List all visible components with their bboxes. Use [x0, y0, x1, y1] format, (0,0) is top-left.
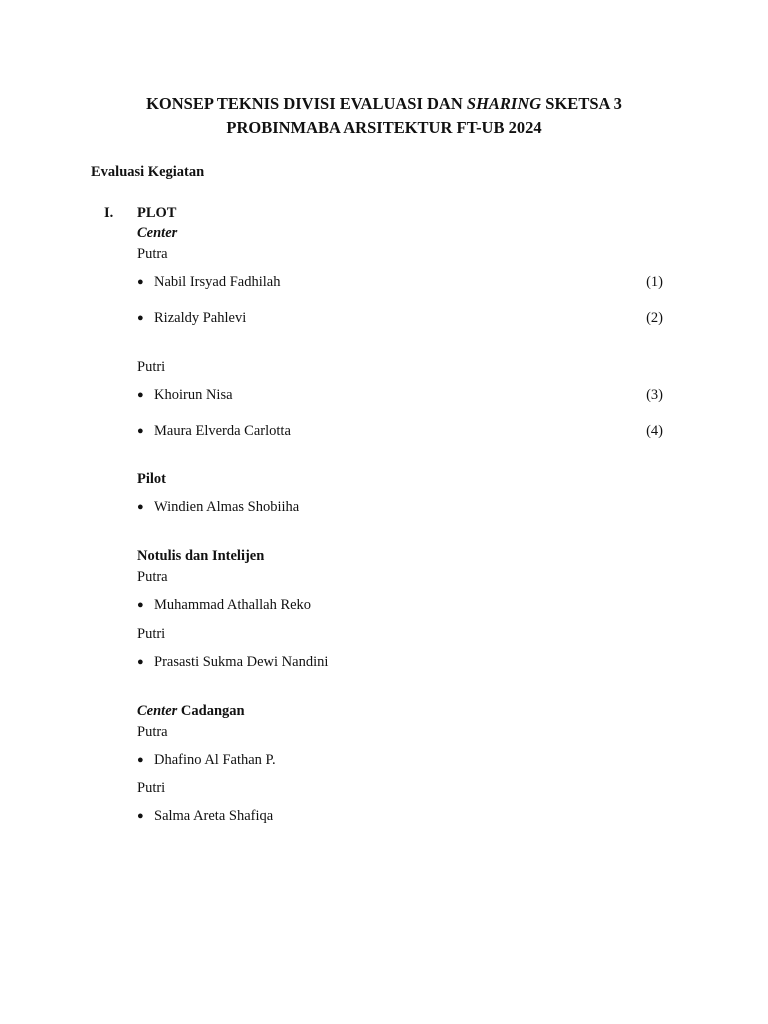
- list-item: ● Khoirun Nisa (3): [137, 387, 663, 403]
- list-item: ● Prasasti Sukma Dewi Nandini: [137, 654, 329, 670]
- section-heading: Evaluasi Kegiatan: [91, 164, 205, 180]
- list-item: ● Salma Areta Shafiqa: [137, 808, 274, 824]
- cadangan-putri-label: Putri: [137, 780, 166, 796]
- cadangan-putra-label: Putra: [137, 724, 168, 740]
- bullet-icon: ●: [137, 389, 144, 401]
- bullet-icon: ●: [137, 656, 144, 668]
- bullet-icon: ●: [137, 425, 144, 437]
- bullet-icon: ●: [137, 276, 144, 288]
- pilot-heading: Pilot: [137, 471, 166, 487]
- center-putra-label: Putra: [137, 246, 168, 262]
- notulis-heading: Notulis dan Intelijen: [137, 548, 265, 564]
- notulis-putri-label: Putri: [137, 626, 166, 642]
- bullet-icon: ●: [137, 312, 144, 324]
- bullet-icon: ●: [137, 754, 144, 766]
- bullet-icon: ●: [137, 599, 144, 611]
- bullet-icon: ●: [137, 810, 144, 822]
- plot-heading: PLOT: [137, 205, 177, 221]
- cadangan-heading: Center Cadangan: [137, 703, 245, 719]
- title-line-2: PROBINMABA ARSITEKTUR FT-UB 2024: [226, 118, 542, 137]
- list-item: ● Muhammad Athallah Reko: [137, 597, 312, 613]
- roman-numeral: I.: [104, 205, 114, 221]
- center-heading: Center: [137, 225, 178, 241]
- list-item: ● Rizaldy Pahlevi (2): [137, 310, 663, 326]
- list-item: ● Dhafino Al Fathan P.: [137, 752, 276, 768]
- list-item: ● Nabil Irsyad Fadhilah (1): [137, 274, 663, 290]
- document-title: [0, 92, 768, 140]
- list-item: ● Maura Elverda Carlotta (4): [137, 423, 663, 439]
- notulis-putra-label: Putra: [137, 569, 168, 585]
- bullet-icon: ●: [137, 501, 144, 513]
- center-putri-label: Putri: [137, 359, 166, 375]
- list-item: ● Windien Almas Shobiiha: [137, 499, 300, 515]
- title-line-1: KONSEP TEKNIS DIVISI EVALUASI DAN SHARING SKETSA 3: [146, 94, 622, 113]
